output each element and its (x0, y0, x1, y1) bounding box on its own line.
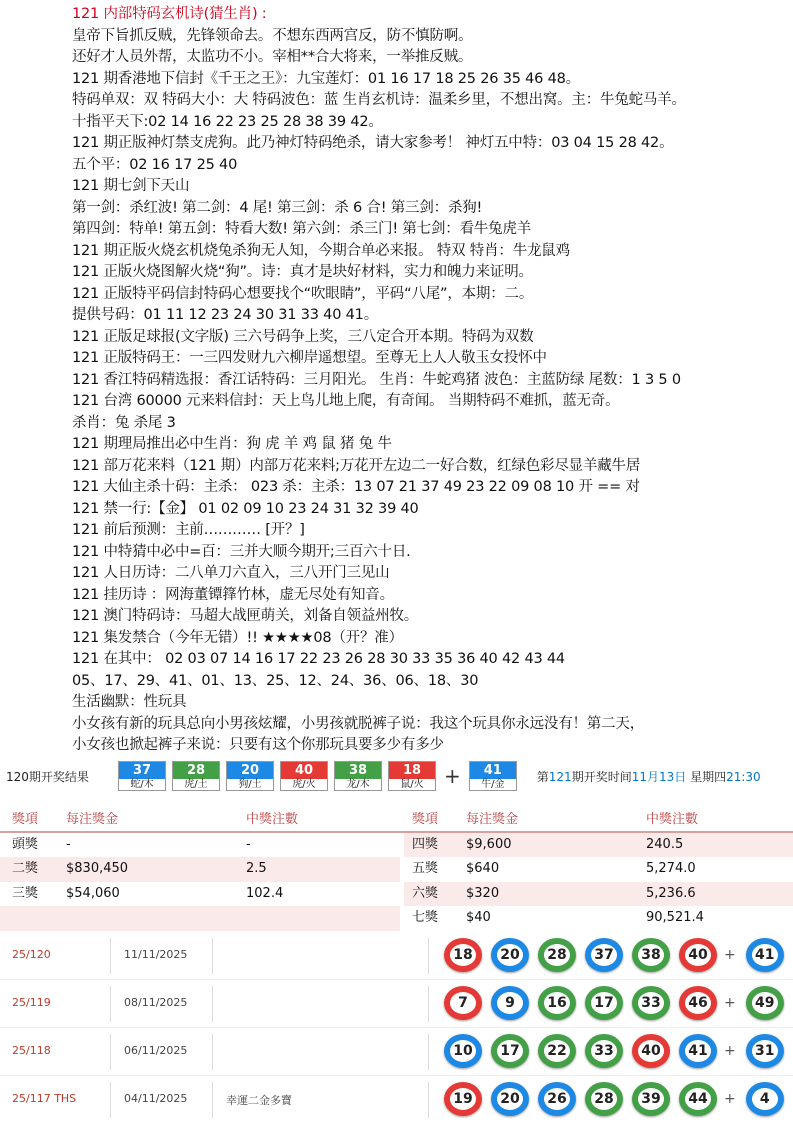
prize-cell: 頭獎 (12, 836, 39, 852)
ball-number: 37 (591, 944, 617, 966)
prize-cell: $54,060 (66, 885, 120, 901)
divider (212, 1034, 213, 1070)
row-shade (404, 833, 793, 858)
divider (212, 1082, 213, 1118)
row-shade (0, 906, 400, 931)
text-line: 121 内部特码玄机诗(猜生肖) : (72, 6, 267, 22)
lottery-ball (444, 1034, 482, 1068)
number-value: 40 (281, 762, 327, 779)
divider (428, 1082, 429, 1118)
text-line: 提供号码：01 11 12 23 24 30 31 33 40 41。 (72, 307, 378, 323)
divider (212, 986, 213, 1022)
text-line: 十指平天下:02 14 16 22 23 25 28 38 39 42。 (72, 113, 383, 130)
special-number (469, 761, 517, 791)
text-line: 121 挂历诗 ：网海董镡箨竹林，虚无尽处有知音。 (72, 586, 394, 603)
lottery-ball (538, 938, 576, 972)
draw-issue: 25/119 (12, 996, 51, 1009)
prize-table (0, 808, 793, 931)
next-draw-weekday: 星期四 (686, 769, 727, 784)
lottery-ball (679, 938, 717, 972)
text-line: 121 大仙主杀十码：主杀： 023 杀：主杀：13 07 21 37 49 23 22 09 08 10 开 == 对 (72, 479, 640, 495)
lottery-ball (491, 938, 529, 972)
divider (110, 986, 111, 1022)
text-line: 121 集发禁合（今年无错）!! ★★★★08（开？准） (72, 629, 403, 646)
ball-number: 39 (638, 1088, 664, 1110)
lottery-ball (679, 986, 717, 1020)
text-line: 121 香江特码精选报：香江话特码：三月阳光。 生肖：牛蛇鸡猪 波色：主蓝防绿 尾数：1 3 5 0 (72, 371, 681, 388)
number-value: 41 (470, 762, 516, 779)
draw-number (334, 761, 382, 791)
prize-cell: 獎項 (412, 812, 439, 827)
prize-cell: $640 (466, 861, 500, 876)
lottery-ball (585, 1082, 623, 1116)
draw-history-list (0, 932, 793, 1122)
ball-number: 17 (591, 992, 617, 1014)
draw-number (226, 761, 274, 791)
ball-number: 31 (752, 1040, 778, 1062)
divider (110, 1034, 111, 1070)
number-value: 20 (227, 762, 273, 779)
ball-group (444, 1082, 793, 1116)
lottery-ball (632, 938, 670, 972)
special-ball (746, 986, 784, 1020)
ball-number: 4 (752, 1088, 778, 1110)
draw-issue: 25/118 (12, 1044, 51, 1057)
ball-number: 28 (591, 1088, 617, 1110)
text-line: 121 正版特平码信封特码心想要找个“吹眼睛”，平码“八尾”，本期：二。 (72, 285, 534, 302)
plus-sign: + (724, 1091, 736, 1107)
ball-number: 33 (638, 992, 664, 1014)
prize-row (0, 882, 793, 907)
text-line: 皇帝下旨抓反贼，先锋领命去。不想东西两宫反，防不慎防啊。 (72, 27, 473, 44)
text-line: 121 期香港地下信封《千王之王》：九宝莲灯：01 16 17 18 25 26 35 46 48。 (72, 70, 580, 87)
divider (110, 938, 111, 974)
zodiac-element: 虎/土 (184, 779, 208, 790)
ball-number: 9 (497, 992, 523, 1014)
draw-label: 120期开奖结果 (6, 769, 89, 784)
draw-issue: 25/120 (12, 948, 51, 961)
text-line: 121 期正版神灯禁支虎狗。此乃神灯特码绝杀，请大家参考！ 神灯五中特：03 04 15 28 42。 (72, 135, 674, 151)
special-ball (746, 1082, 784, 1116)
divider (428, 986, 429, 1022)
divider (110, 1082, 111, 1118)
prize-cell: 2.5 (246, 861, 267, 876)
text-line: 121 前后预测：主前………… [开？] (72, 522, 305, 538)
lottery-ball (538, 1082, 576, 1116)
text-line: 121 台湾 60000 元来料信封：天上鸟儿地上爬，有奇闻。 当期特码不难抓，蓝无奇。 (72, 393, 620, 409)
prize-cell: 中獎注數 (246, 812, 299, 827)
ball-number: 17 (497, 1040, 523, 1062)
prize-cell: $40 (466, 910, 491, 925)
next-draw-date: 11月13日 (631, 769, 687, 784)
ball-group (444, 986, 793, 1020)
text-line: 第一剑：杀红波! 第二剑：4 尾! 第三剑：杀 6 合! 第三剑：杀狗! (72, 199, 483, 216)
draw-number (118, 761, 166, 791)
draw-issue: 25/117 THS (12, 1092, 77, 1105)
draw-number (172, 761, 220, 791)
lottery-ball (679, 1034, 717, 1068)
lottery-ball (491, 1034, 529, 1068)
prize-cell: 240.5 (646, 836, 684, 852)
zodiac-element: 蛇/木 (130, 779, 154, 790)
lottery-ball (491, 986, 529, 1020)
draw-number (280, 761, 328, 791)
number-value: 38 (335, 762, 381, 779)
ball-number: 20 (497, 944, 523, 966)
text-line: 121 部万花来料（121 期）内部万花来料;万花开左边二一好合数，红绿色彩尽显羊藏牛居 (72, 457, 641, 474)
prize-cell: 獎項 (12, 812, 39, 827)
ball-number: 20 (497, 1088, 523, 1110)
ball-number: 28 (544, 944, 570, 966)
prize-cell: 五獎 (412, 861, 439, 876)
history-row (0, 1076, 793, 1122)
prize-cell: 二獎 (12, 861, 39, 876)
text-line: 121 期正版火烧玄机烧兔杀狗无人知，今期合单必来报。 特双 特肖：牛龙鼠鸡 (72, 242, 570, 259)
next-draw-issue: 121 (548, 769, 572, 784)
prediction-text-block (72, 4, 793, 757)
prize-cell: 中獎注數 (646, 812, 699, 827)
prize-row (0, 906, 793, 931)
ball-number: 33 (591, 1040, 617, 1062)
draw-number (388, 761, 436, 791)
lottery-ball (585, 986, 623, 1020)
plus-sign: + (444, 764, 461, 788)
lottery-ball (585, 1034, 623, 1068)
prize-row (0, 857, 793, 882)
prize-cell: $9,600 (466, 836, 512, 852)
text-line: 特码单双：双 特码大小：大 特码波色：蓝 生肖玄机诗：温柔乡里，不想出窝。主：牛兔蛇马羊。 (72, 92, 686, 108)
text-line: 小女孩也掀起裤子来说：只要有这个你那玩具要多少有多少 (72, 737, 444, 753)
zodiac-element: 虎/火 (292, 779, 316, 790)
divider (428, 1034, 429, 1070)
prize-cell: 5,274.0 (646, 861, 696, 876)
lottery-ball (444, 986, 482, 1020)
next-draw-prefix: 第 (536, 769, 549, 784)
history-row (0, 1028, 793, 1076)
draw-result-bar (0, 760, 793, 792)
text-line: 121 人日历诗：二八单刀六直入，三八开门三见山 (72, 565, 390, 581)
prize-cell: 三獎 (12, 885, 39, 901)
text-line: 121 正版足球报(文字版) 三六号码争上奖，三八定合开本期。特码为双数 (72, 328, 534, 345)
number-value: 37 (119, 762, 165, 779)
ball-number: 41 (685, 1040, 711, 1062)
special-ball (746, 1034, 784, 1068)
ball-number: 18 (450, 944, 476, 966)
text-line: 121 期七剑下天山 (72, 178, 190, 194)
special-ball (746, 938, 784, 972)
text-line: 还好才人员外帮，太监功不小。宰相**合大将来，一举推反贼。 (72, 49, 473, 65)
plus-sign: + (724, 995, 736, 1011)
text-line: 05、17、29、41、01、13、25、12、24、36、06、18、30 (72, 672, 479, 689)
prize-cell: 六獎 (412, 885, 439, 901)
prize-cell: - (246, 836, 251, 852)
draw-date: 11/11/2025 (124, 948, 188, 961)
prize-cell: $830,450 (66, 861, 129, 876)
history-row (0, 980, 793, 1028)
ball-number: 40 (638, 1040, 664, 1062)
plus-sign: + (724, 1043, 736, 1059)
divider (428, 938, 429, 974)
lottery-ball (491, 1082, 529, 1116)
zodiac-element: 龙/木 (346, 779, 370, 790)
plus-sign: + (724, 947, 736, 963)
row-shade (404, 882, 793, 907)
prize-cell: 每注獎金 (66, 812, 119, 827)
draw-note: 幸運二金多寶 (226, 1094, 292, 1107)
ball-number: 44 (685, 1088, 711, 1110)
ball-number: 40 (685, 944, 711, 966)
prize-cell: - (66, 836, 71, 852)
text-line: 121 澳门特码诗：马超大战匣萌关，刘备自领益州牧。 (72, 608, 419, 624)
text-line: 五个平：02 16 17 25 40 (72, 156, 238, 173)
ball-number: 10 (450, 1040, 476, 1062)
prize-cell: 七獎 (412, 910, 439, 925)
text-line: 121 中特猜中必中=百：三并大顺今期开;三百六十日. (72, 543, 411, 560)
lottery-ball (538, 986, 576, 1020)
lottery-ball (444, 938, 482, 972)
ball-number: 41 (752, 944, 778, 966)
ball-group (444, 1034, 793, 1068)
text-line: 121 在其中： 02 03 07 14 16 17 22 23 26 28 30 33 35 36 40 42 43 44 (72, 651, 565, 667)
ball-number: 7 (450, 992, 476, 1014)
zodiac-element: 狗/土 (238, 779, 262, 790)
row-shade (0, 857, 400, 882)
next-draw-time-label: 期开奖时间 (571, 769, 632, 784)
history-row (0, 932, 793, 980)
draw-date: 08/11/2025 (124, 996, 188, 1009)
lottery-ball (538, 1034, 576, 1068)
prize-cell: 四獎 (412, 836, 439, 852)
prize-cell: 90,521.4 (646, 910, 704, 925)
text-line: 121 禁一行:【金】 01 02 09 10 23 24 31 32 39 40 (72, 500, 419, 517)
text-line: 杀肖：兔 杀尾 3 (72, 414, 176, 431)
divider (212, 938, 213, 974)
lottery-ball (585, 938, 623, 972)
lottery-ball (679, 1082, 717, 1116)
zodiac-element: 鼠/火 (400, 779, 424, 790)
prize-header-row (0, 808, 793, 833)
text-line: 小女孩有新的玩具总向小男孩炫耀，小男孩就脱裤子说：我这个玩具你永远没有！第二天， (72, 715, 644, 732)
lottery-ball (632, 986, 670, 1020)
next-draw-info (537, 768, 761, 785)
number-value: 28 (173, 762, 219, 779)
draw-date: 06/11/2025 (124, 1044, 188, 1057)
text-line: 121 正版火烧图解火烧“狗”。诗：真才是块好材料，实力和魄力来证明。 (72, 264, 533, 280)
ball-number: 26 (544, 1088, 570, 1110)
ball-number: 16 (544, 992, 570, 1014)
prize-cell: 5,236.6 (646, 885, 696, 901)
prize-cell: 每注獎金 (466, 812, 519, 827)
draw-numbers (118, 761, 523, 791)
zodiac-element: 牛/金 (481, 779, 505, 790)
ball-number: 38 (638, 944, 664, 966)
lottery-ball (444, 1082, 482, 1116)
prize-cell: 102.4 (246, 885, 284, 901)
draw-date: 04/11/2025 (124, 1092, 188, 1105)
text-line: 生活幽默：性玩具 (72, 694, 187, 710)
ball-number: 46 (685, 992, 711, 1014)
ball-number: 22 (544, 1040, 570, 1062)
text-line: 121 正版特码王：一三四发财九六柳岸遥想望。至尊无上人人敬玉女投怀中 (72, 350, 547, 366)
lottery-ball (632, 1082, 670, 1116)
prize-row (0, 833, 793, 858)
lottery-ball (632, 1034, 670, 1068)
prize-cell: $320 (466, 885, 500, 901)
ball-number: 19 (450, 1088, 476, 1110)
text-line: 121 期理局推出必中生肖：狗 虎 羊 鸡 鼠 猪 兔 牛 (72, 436, 392, 452)
ball-number: 49 (752, 992, 778, 1014)
ball-group (444, 938, 793, 972)
next-draw-time: 21:30 (726, 769, 761, 784)
number-value: 18 (389, 762, 435, 779)
text-line: 第四剑：特单! 第五剑：特看大数! 第六剑：杀三门! 第七剑：看牛兔虎羊 (72, 221, 532, 237)
